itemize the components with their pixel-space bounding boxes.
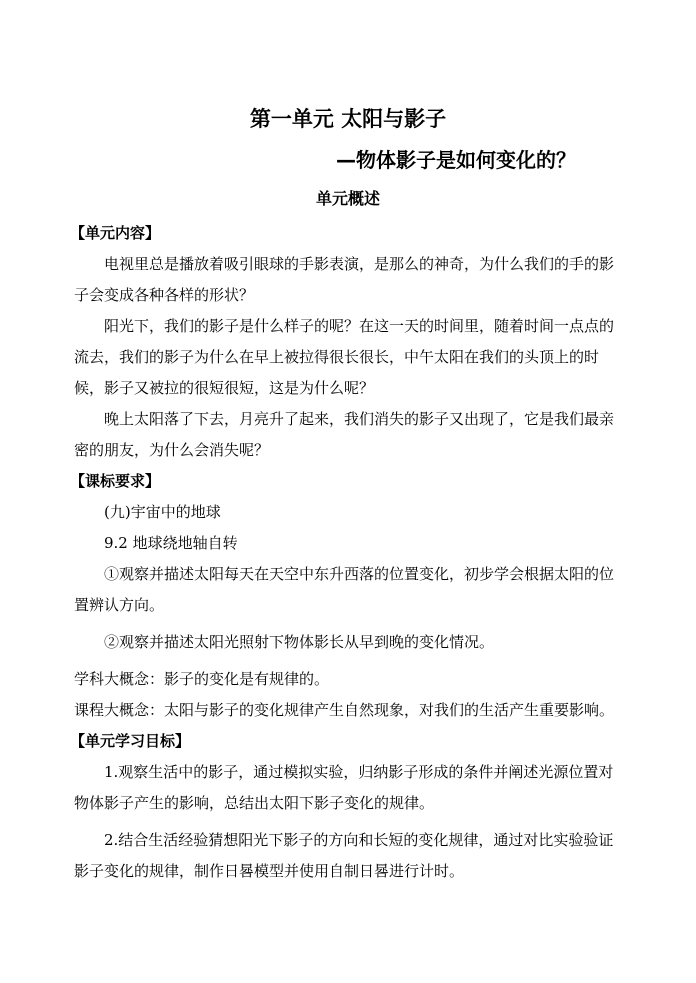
standard-item: (九)宇宙中的地球	[104, 503, 221, 521]
document-body	[70, 218, 624, 887]
paragraph: 阳光下，我们的影子是什么样子的呢？在这一天的时间里，随着时间一点点的流去，我们的影子为什么在早上被拉得很长很长，中午太阳在我们的头顶上的时候，影子又被拉的很短很短，这是为什么呢？	[74, 317, 615, 397]
overview-heading: 单元概述	[315, 189, 380, 208]
subject-big-concept: 学科大概念：影子的变化是有规律的。	[74, 670, 330, 688]
standard-item: 9.2 地球绕地轴自转	[104, 534, 238, 552]
section-heading-content: 【单元内容】	[70, 224, 161, 242]
paragraph: 电视里总是播放着吸引眼球的手影表演，是那么的神奇，为什么我们的手的影子会变成各种各样的形状？	[74, 255, 615, 304]
goal-item: 2.结合生活经验猜想阳光下影子的方向和长短的变化规律，通过对比实验验证影子变化的规律，制作日晷模型并使用自制日晷进行计时。	[74, 831, 614, 880]
course-big-concept: 课程大概念：太阳与影子的变化规律产生自然现象，对我们的生活产生重要影响。	[74, 701, 615, 719]
section-heading-standards: 【课标要求】	[70, 472, 161, 490]
standard-item: ②观察并描述太阳光照射下物体影长从早到晚的变化情况。	[104, 633, 495, 651]
unit-title: 第一单元 太阳与影子	[249, 107, 447, 131]
unit-subtitle: —物体影子是如何变化的？	[336, 148, 576, 172]
goal-item: 1.观察生活中的影子，通过模拟实验，归纳影子形成的条件并阐述光源位置对物体影子产生的影响，总结出太阳下影子变化的规律。	[74, 763, 614, 812]
section-heading-goals: 【单元学习目标】	[70, 732, 191, 750]
standard-item: ①观察并描述太阳每天在天空中东升西落的位置变化，初步学会根据太阳的位置辨认方向。	[74, 565, 615, 614]
paragraph: 晚上太阳落了下去，月亮升了起来，我们消失的影子又出现了，它是我们最亲密的朋友，为什么会消失呢？	[74, 410, 615, 459]
